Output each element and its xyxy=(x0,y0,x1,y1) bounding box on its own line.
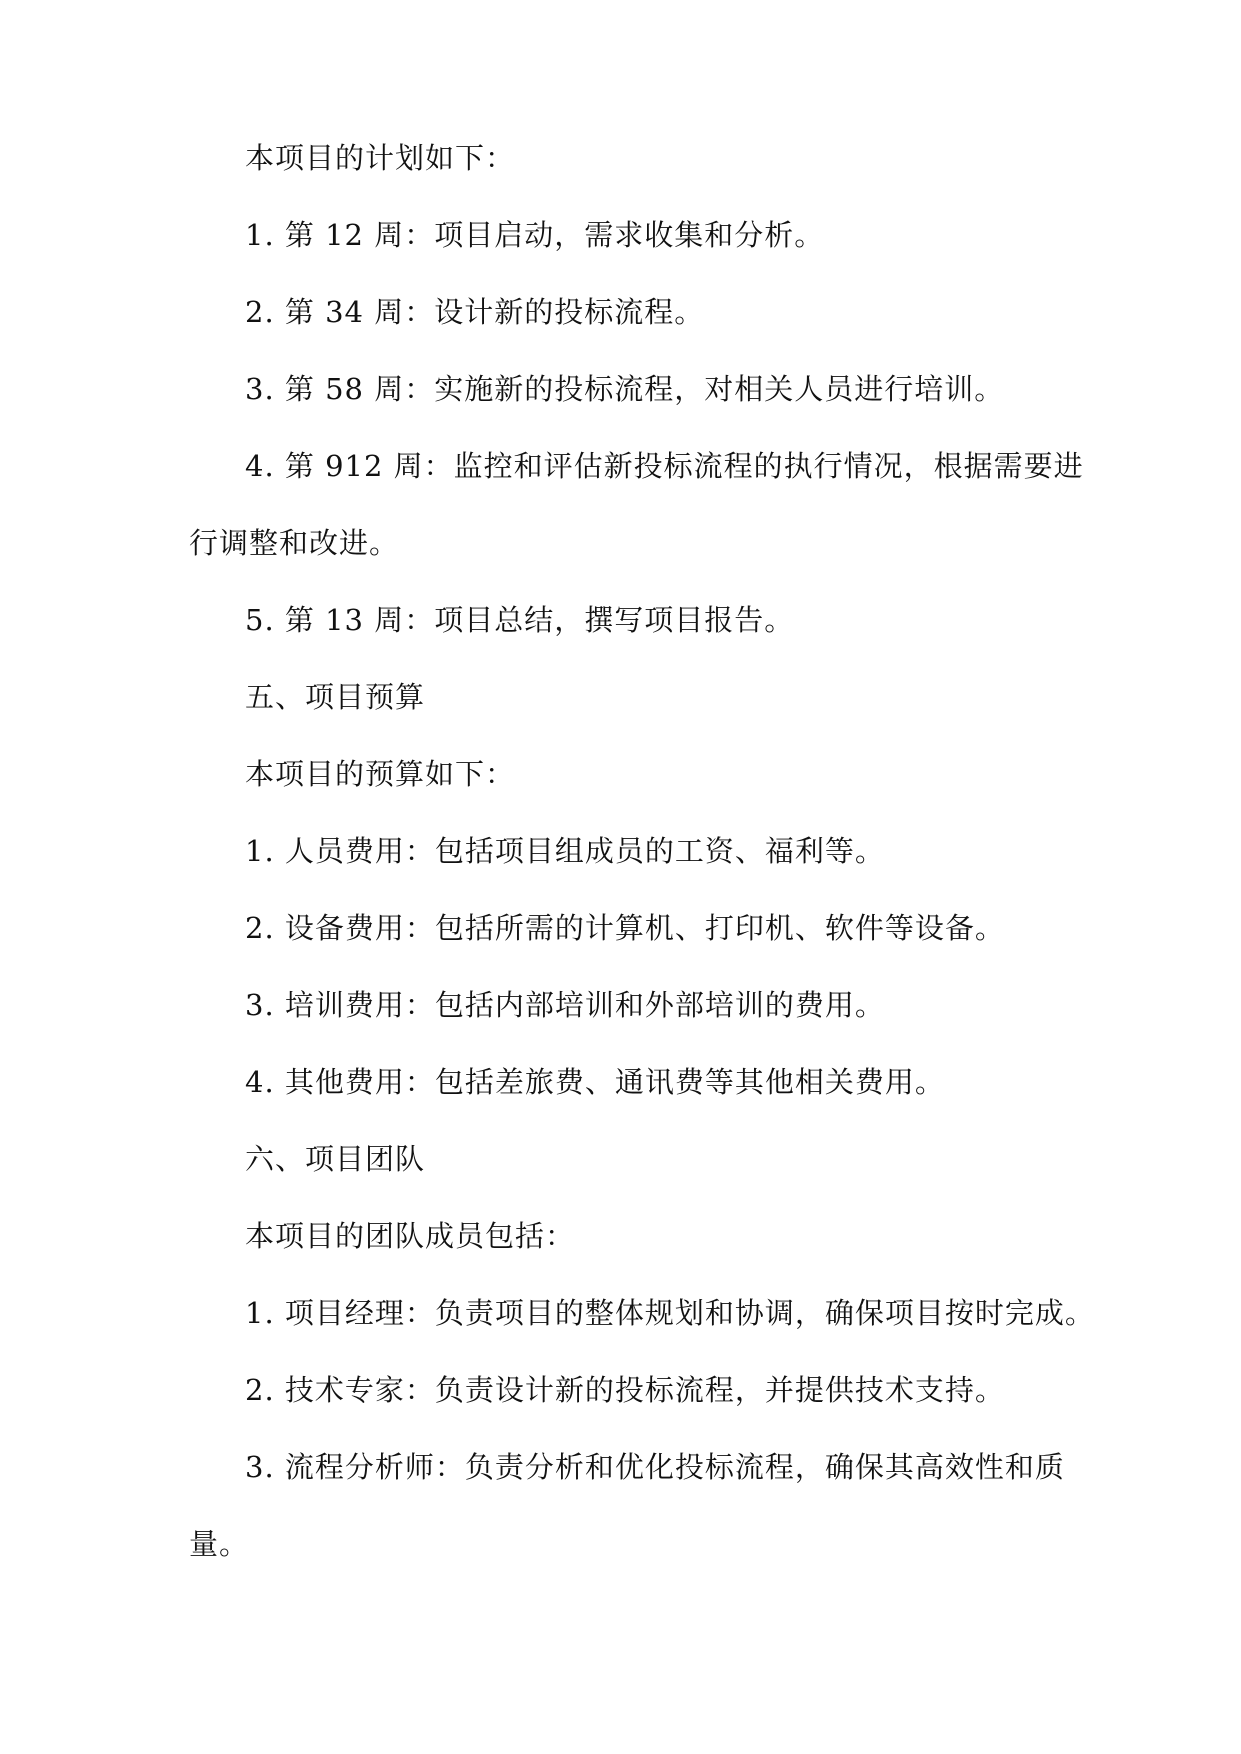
plan-item-4: 4. 第 912 周：监控和评估新投标流程的执行情况，根据需要进 xyxy=(245,449,1084,483)
budget-item-4: 4. 其他费用：包括差旅费、通讯费等其他相关费用。 xyxy=(245,1065,945,1099)
budget-item-1: 1. 人员费用：包括项目组成员的工资、福利等。 xyxy=(245,834,885,868)
budget-item-3: 3. 培训费用：包括内部培训和外部培训的费用。 xyxy=(245,988,885,1022)
plan-intro: 本项目的计划如下： xyxy=(245,141,516,175)
plan-item-4-continued: 行调整和改进。 xyxy=(189,526,400,560)
plan-item-5: 5. 第 13 周：项目总结，撰写项目报告。 xyxy=(245,603,795,637)
team-item-3-continued: 量。 xyxy=(189,1527,250,1561)
plan-item-2: 2. 第 34 周：设计新的投标流程。 xyxy=(245,295,705,329)
plan-item-3: 3. 第 58 周：实施新的投标流程，对相关人员进行培训。 xyxy=(245,372,1005,406)
section-heading-team: 六、项目团队 xyxy=(245,1142,426,1176)
team-intro: 本项目的团队成员包括： xyxy=(245,1219,576,1253)
section-heading-budget: 五、项目预算 xyxy=(245,680,426,714)
plan-item-1: 1. 第 12 周：项目启动，需求收集和分析。 xyxy=(245,218,825,252)
team-item-1: 1. 项目经理：负责项目的整体规划和协调，确保项目按时完成。 xyxy=(245,1296,1095,1330)
budget-item-2: 2. 设备费用：包括所需的计算机、打印机、软件等设备。 xyxy=(245,911,1005,945)
team-item-2: 2. 技术专家：负责设计新的投标流程，并提供技术支持。 xyxy=(245,1373,1005,1407)
team-item-3: 3. 流程分析师：负责分析和优化投标流程，确保其高效性和质 xyxy=(245,1450,1065,1484)
budget-intro: 本项目的预算如下： xyxy=(245,757,516,791)
